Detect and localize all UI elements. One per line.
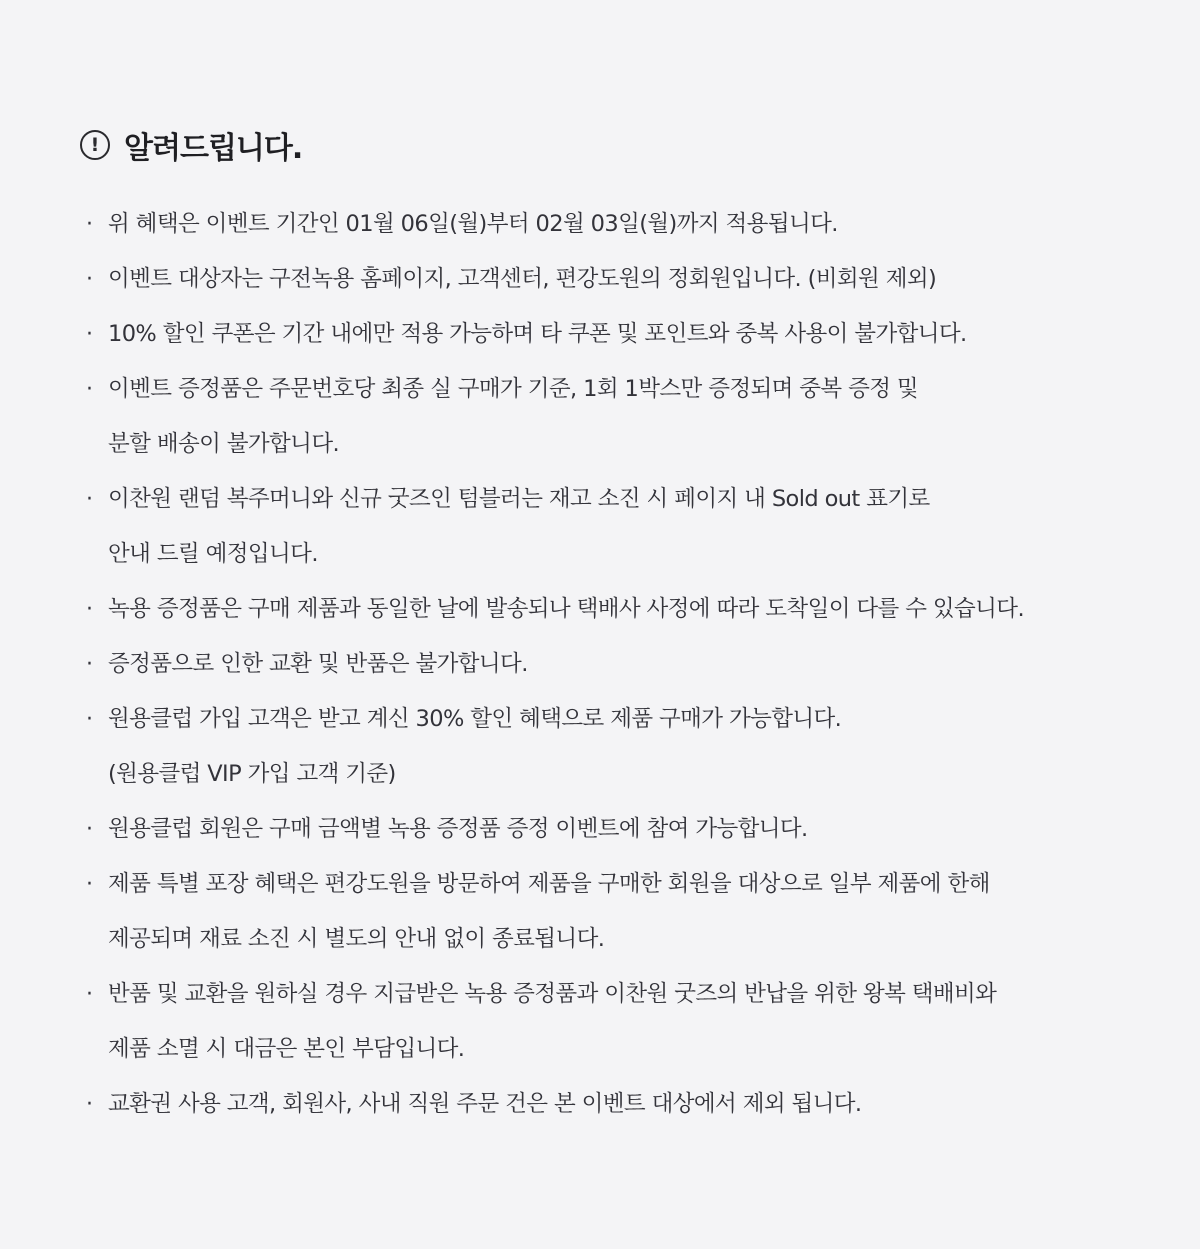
notice-item [80,692,1160,802]
notice-item [80,1077,1160,1132]
bullet-icon: · [86,212,93,237]
notice-section [80,124,1160,1132]
bullet-icon: · [86,707,93,732]
notice-item [80,582,1160,637]
notice-item [80,802,1160,857]
notice-item-text: 이찬원 랜덤 복주머니와 신규 굿즈인 텀블러는 재고 소진 시 페이지 내 Sold out 표기로 안내 드릴 예정입니다. [108,486,930,567]
bullet-icon: · [86,322,93,347]
notice-item-text: 증정품으로 인한 교환 및 반품은 불가합니다. [108,651,528,677]
notice-item-text: 이벤트 증정품은 주문번호당 최종 실 구매가 기준, 1회 1박스만 증정되며 중복 증정 및 분할 배송이 불가합니다. [108,376,919,457]
notice-item-text: 10% 할인 쿠폰은 기간 내에만 적용 가능하며 타 쿠폰 및 포인트와 중복 사용이 불가합니다. [108,321,967,347]
notice-item-text: 녹용 증정품은 구매 제품과 동일한 날에 발송되나 택배사 사정에 따라 도착일이 다를 수 있습니다. [108,596,1024,622]
notice-item [80,637,1160,692]
notice-item-text: 이벤트 대상자는 구전녹용 홈페이지, 고객센터, 편강도원의 정회원입니다. (비회원 제외) [108,266,937,292]
notice-item-text: 제품 특별 포장 혜택은 편강도원을 방문하여 제품을 구매한 회원을 대상으로 일부 제품에 한해 제공되며 재료 소진 시 별도의 안내 없이 종료됩니다. [108,871,990,952]
notice-item-text: 반품 및 교환을 원하실 경우 지급받은 녹용 증정품과 이찬원 굿즈의 반납을 위한 왕복 택배비와 제품 소멸 시 대금은 본인 부담입니다. [108,981,997,1062]
exclamation-circle-icon: ! [80,130,110,160]
notice-item [80,857,1160,967]
notice-item [80,967,1160,1077]
notice-item [80,362,1160,472]
bullet-icon: · [86,652,93,677]
notice-title: 알려드립니다. [124,131,303,166]
bullet-icon: · [86,597,93,622]
notice-heading [80,124,1160,166]
bullet-icon: · [86,377,93,402]
notice-list [80,197,1160,1132]
notice-item-text: 교환권 사용 고객, 회원사, 사내 직원 주문 건은 본 이벤트 대상에서 제외 됩니다. [108,1091,862,1117]
notice-item-text: 위 혜택은 이벤트 기간인 01월 06일(월)부터 02월 03일(월)까지 적용됩니다. [108,211,838,237]
bullet-icon: · [86,982,93,1007]
notice-item [80,307,1160,362]
notice-item-text: 원용클럽 회원은 구매 금액별 녹용 증정품 증정 이벤트에 참여 가능합니다. [108,816,808,842]
bullet-icon: · [86,1092,93,1117]
notice-item [80,252,1160,307]
notice-item [80,472,1160,582]
bullet-icon: · [86,872,93,897]
bullet-icon: · [86,267,93,292]
notice-item-text: 원용클럽 가입 고객은 받고 계신 30% 할인 혜택으로 제품 구매가 가능합니다. (원용클럽 VIP 가입 고객 기준) [108,706,842,787]
bullet-icon: · [86,817,93,842]
bullet-icon: · [86,487,93,512]
notice-item [80,197,1160,252]
